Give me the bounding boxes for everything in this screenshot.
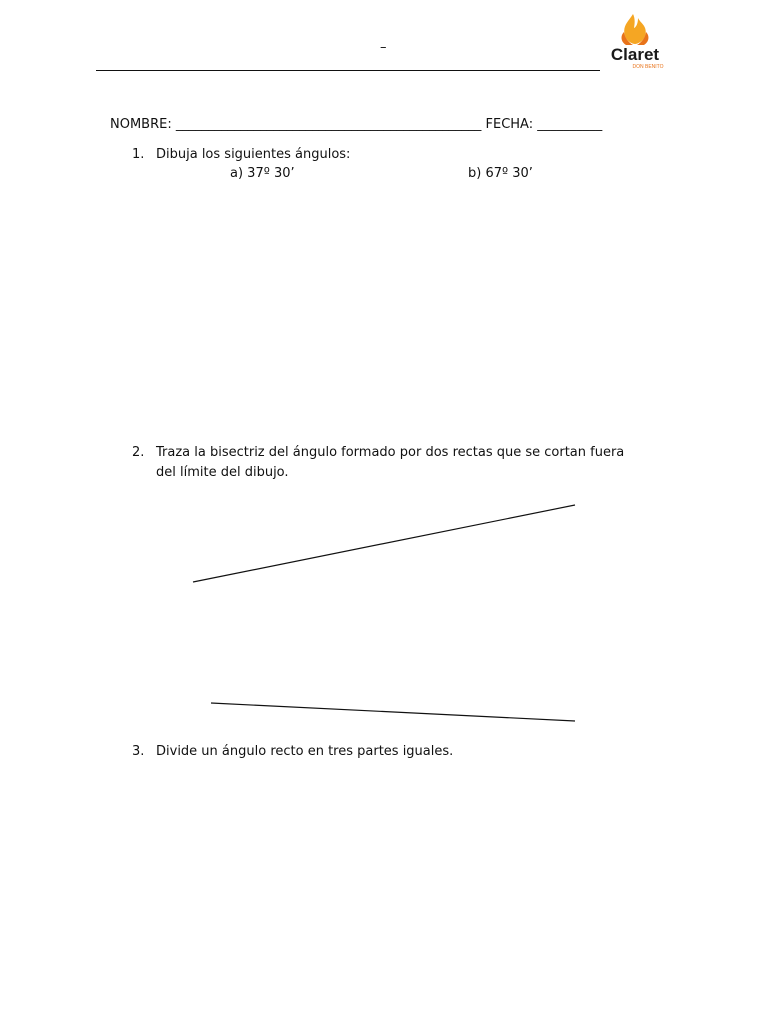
question-3-number: 3. bbox=[132, 744, 145, 759]
lower-line bbox=[211, 703, 575, 721]
question-3-text: Divide un ángulo recto en tres partes iguales. bbox=[156, 744, 454, 759]
question-2-number: 2. bbox=[132, 445, 145, 460]
logo-text: Claret bbox=[610, 45, 660, 64]
question-2-text-line1: Traza la bisectriz del ángulo formado por dos rectas que se cortan fuera bbox=[156, 445, 625, 460]
question-1-number: 1. bbox=[132, 147, 145, 162]
question-2-text-line2: del límite del dibujo. bbox=[156, 465, 289, 480]
fecha-label: FECHA: bbox=[485, 117, 534, 132]
upper-line bbox=[193, 505, 575, 582]
nombre-blank[interactable]: _______________________________________________ bbox=[175, 117, 482, 132]
header-mark: – bbox=[380, 40, 387, 55]
question-1-text: Dibuja los siguientes ángulos: bbox=[156, 147, 351, 162]
logo-subtext: DON BENITO bbox=[632, 64, 664, 70]
question-1-item-b: b) 67º 30’ bbox=[468, 166, 533, 181]
fecha-blank[interactable]: __________ bbox=[537, 117, 603, 132]
question-1-item-a: a) 37º 30’ bbox=[230, 166, 295, 181]
nombre-label: NOMBRE: bbox=[110, 117, 172, 132]
